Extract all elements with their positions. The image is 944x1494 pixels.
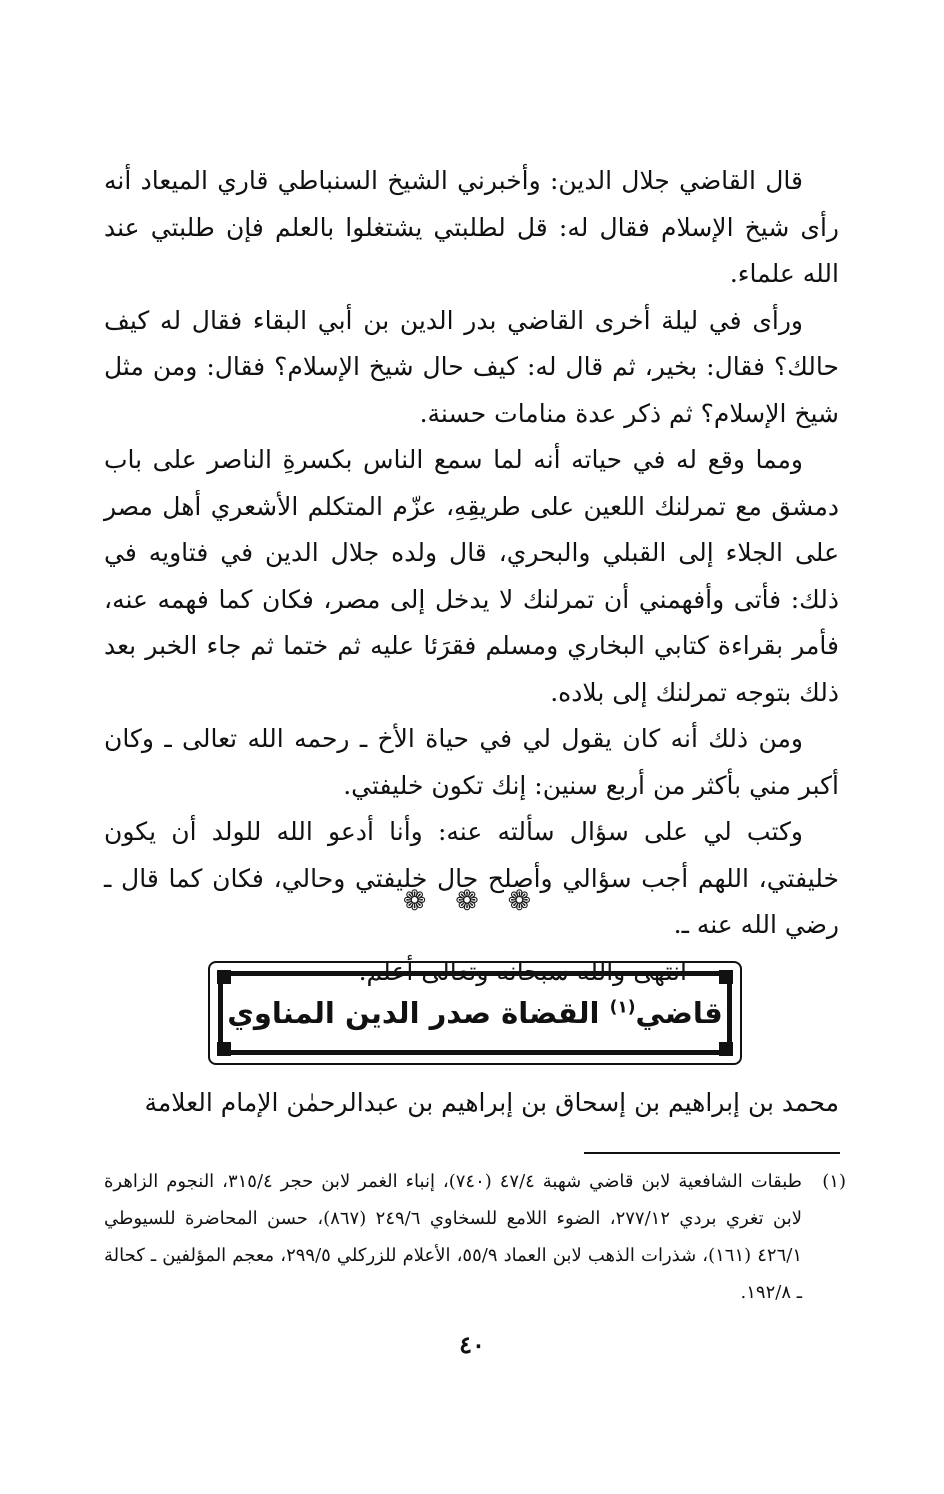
frame-corner [217, 970, 231, 984]
paragraph: وكتب لي على سؤال سألته عنه: وأنا أدعو الله للولد أن يكون خليفتي، اللهم أجب سؤالي وأصلح حال خليفتي وحالي، فكان كما قال ـ رضي الله عنه ـ. [104, 817, 839, 939]
footnote-marker: (١) [609, 997, 636, 1018]
page-number: ٤٠ [459, 1330, 485, 1359]
entry-first-line: محمد بن إبراهيم بن إسحاق بن إبراهيم بن عبدالرحمٰن الإمام العلامة [144, 1088, 839, 1117]
section-title-frame [208, 961, 742, 1065]
footnotes [104, 1163, 846, 1311]
paragraph: ومما وقع له في حياته أنه لما سمع الناس بكسرةِ الناصر على باب دمشق مع تمرلنك اللعين على طريقِهِ، عزّم المتكلم الأشعري أهل مصر على الجلاء إلى القبلي والبحري، قال ولده جلال الدين في فتاويه في ذلك: فأتى وأفهمني أن تمرلنك لا يدخل إلى مصر، فكان كما فهمه عنه، فأمر بقراءة كتابي البخاري ومسلم فقرَئا عليه ثم ختما ثم جاء الخبر بعد ذلك بتوجه تمرلنك إلى بلاده. [104, 445, 839, 707]
footnote-separator [584, 1152, 840, 1154]
frame-corner [719, 970, 733, 984]
footnote-text: طبقات الشافعية لابن قاضي شهبة ٤٧/٤ (٧٤٠)، إنباء الغمر لابن حجر ٣١٥/٤، النجوم الزاهرة لابن تغري بردي ٢٧٧/١٢، الضوء اللامع للسخاوي ٢٤٩/٦ (٨٦٧)، حسن المحاضرة للسيوطي ٤٢٦/١ (١٦١)، شذرات الذهب لابن العماد ٥٥/٩، الأعلام للزركلي ٢٩٩/٥، معجم المؤلفين ـ كحالة ـ ١٩٢/٨. [104, 1171, 802, 1303]
paragraph: قال القاضي جلال الدين: وأخبرني الشيخ السنباطي قاري الميعاد أنه رأى شيخ الإسلام فقال له: قل لطلبتي يشتغلوا بالعلم فإن طلبتي عند الله علماء. [104, 166, 839, 288]
frame-corner [719, 1042, 733, 1056]
closing-line: انتهى والله سبحانه وتعالى أعلم. [358, 956, 687, 986]
ornament-divider: ❁ ❁ ❁ [402, 884, 542, 917]
footnote [104, 1163, 846, 1311]
section-title-text: قاضي$^{(١)}$ القضاة صدر الدين المناوي [227, 996, 723, 1030]
footnote-number: (١) [822, 1171, 846, 1192]
body-text [104, 158, 839, 995]
frame-corner [217, 1042, 231, 1056]
paragraph: ورأى في ليلة أخرى القاضي بدر الدين بن أبي البقاء فقال له كيف حالك؟ فقال: بخير، ثم قال له: كيف حال شيخ الإسلام؟ فقال: ومن مثل شيخ الإسلام؟ ثم ذكر عدة منامات حسنة. [104, 305, 839, 428]
paragraph: ومن ذلك أنه كان يقول لي في حياة الأخ ـ رحمه الله تعالى ـ وكان أكبر مني بأكثر من أربع سنين: إنك تكون خليفتي. [104, 724, 839, 800]
section-title [218, 971, 732, 1055]
